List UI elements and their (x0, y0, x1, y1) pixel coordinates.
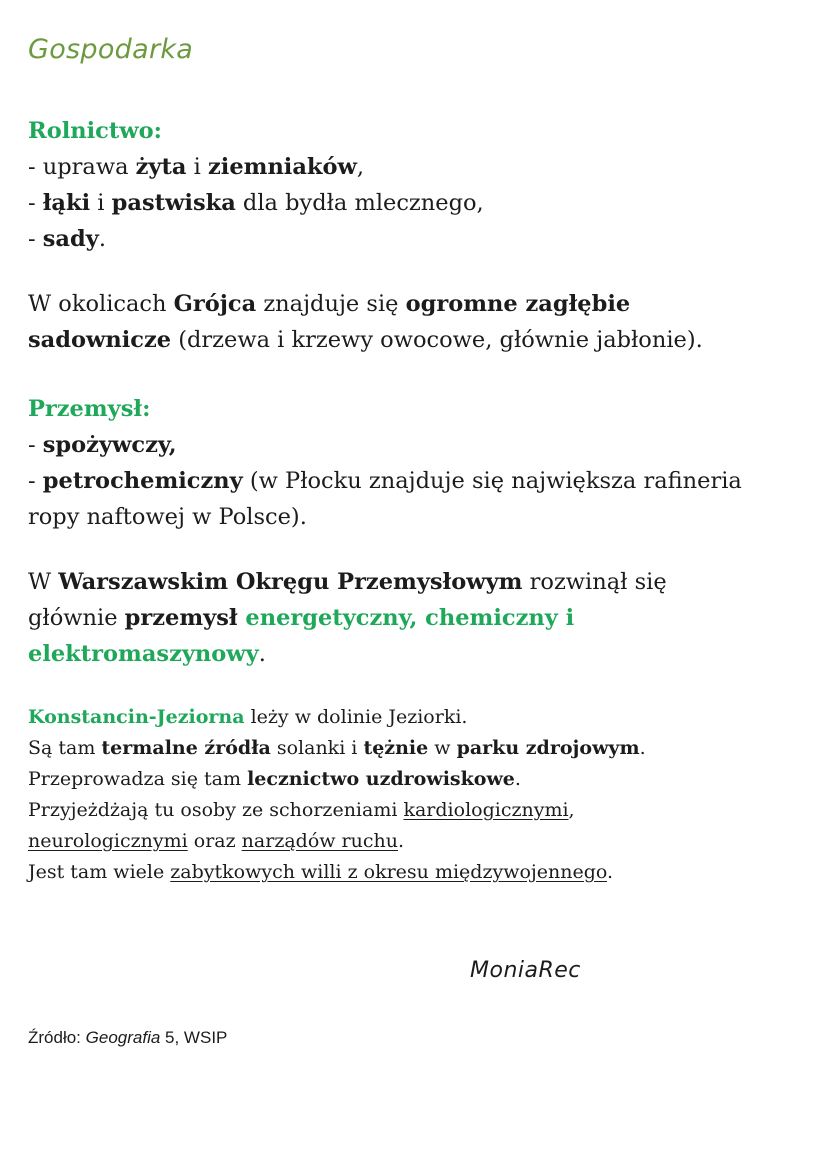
underlined-text: kardiologicznymi (403, 799, 569, 821)
text-run: ropy naftowej w Polsce). (28, 504, 307, 530)
bold-text: sadownicze (28, 327, 172, 353)
text-run: (w Płocku znajduje się największa rafineria (242, 468, 742, 494)
konstancin-line-3 (28, 764, 818, 795)
text-run: . (514, 768, 521, 790)
agriculture-item-2 (28, 185, 818, 221)
bold-text: żyta (135, 154, 187, 180)
text-run: oraz (187, 830, 242, 852)
bold-text: petrochemiczny (42, 468, 243, 494)
text-run: W (28, 569, 59, 595)
text-run: (drzewa i krzewy owocowe, głównie jabłonie). (171, 327, 703, 353)
text-run: - (28, 190, 43, 216)
konstancin-line-4 (28, 795, 818, 826)
underlined-text: neurologicznymi (28, 830, 188, 852)
text-run: głównie (28, 605, 125, 631)
warsaw-text (28, 564, 818, 672)
konstancin-line-5 (28, 826, 818, 857)
text-run: Przeprowadza się tam (28, 768, 248, 790)
text-run: . (398, 830, 405, 852)
text-run: Przyjeżdżają tu osoby ze schorzeniami (28, 799, 404, 821)
text-run: . (258, 641, 266, 667)
konstancin-line-2 (28, 733, 818, 764)
text-run: i (90, 190, 112, 216)
industry-heading: Przemysł: (28, 396, 151, 422)
text-run: znajduje się (256, 291, 406, 317)
text-run: i (186, 154, 208, 180)
bold-text: Warszawskim Okręgu Przemysłowym (58, 569, 523, 595)
text-run: Jest tam wiele (28, 861, 171, 883)
bold-text: lecznictwo uzdrowiskowe (247, 768, 515, 790)
page-title: Gospodarka (28, 34, 194, 65)
source-book-title: Geografia (85, 1028, 161, 1047)
text-run: , (356, 154, 365, 180)
bold-text: spożywczy, (42, 432, 177, 458)
text-run: w (428, 737, 457, 759)
text-run: W okolicach (28, 291, 174, 317)
source-edition: 5, WSIP (160, 1028, 228, 1047)
bold-text: parku zdrojowym (456, 737, 640, 759)
industry-item-2 (28, 463, 818, 535)
bold-text: sady (42, 226, 99, 252)
text-run: - uprawa (28, 154, 136, 180)
agriculture-heading: Rolnictwo: (28, 118, 162, 144)
industry-item-1 (28, 427, 818, 463)
author-signature: MoniaRec (470, 958, 581, 983)
bold-text: tężnie (363, 737, 429, 759)
text-run: - (28, 226, 43, 252)
text-run: leży w dolinie Jeziorki. (244, 706, 468, 728)
industry-section (28, 391, 818, 535)
grojec-paragraph (28, 286, 818, 358)
warsaw-paragraph (28, 564, 818, 672)
bold-text: ziemniaków (208, 154, 357, 180)
underlined-text: narządów ruchu (241, 830, 398, 852)
text-run: . (639, 737, 646, 759)
underlined-text: zabytkowych willi z okresu międzywojennego (170, 861, 608, 883)
bold-text: ogromne zagłębie (405, 291, 631, 317)
highlight-text: Konstancin-Jeziorna (28, 706, 245, 728)
konstancin-paragraph (28, 702, 818, 888)
agriculture-section (28, 113, 818, 257)
highlight-text: energetyczny, chemiczny i (237, 605, 575, 631)
bold-text: Grójca (173, 291, 257, 317)
konstancin-line-1 (28, 702, 818, 733)
text-run: , (568, 799, 575, 821)
text-run: - (28, 432, 43, 458)
bold-text: termalne źródła (101, 737, 271, 759)
text-run: . (98, 226, 106, 252)
highlight-text: elektromaszynowy (28, 641, 259, 667)
agriculture-item-1 (28, 149, 818, 185)
bold-text: przemysł (124, 605, 238, 631)
grojec-text (28, 286, 818, 358)
bold-text: łąki (42, 190, 91, 216)
text-run: . (607, 861, 614, 883)
text-run: - (28, 468, 43, 494)
agriculture-item-3 (28, 221, 818, 257)
source-citation (28, 1028, 227, 1048)
source-label: Źródło: (28, 1028, 86, 1047)
text-run: solanki i (270, 737, 364, 759)
text-run: dla bydła mlecznego, (235, 190, 484, 216)
konstancin-line-6 (28, 857, 818, 888)
text-run: rozwinął się (522, 569, 667, 595)
bold-text: pastwiska (111, 190, 236, 216)
text-run: Są tam (28, 737, 102, 759)
